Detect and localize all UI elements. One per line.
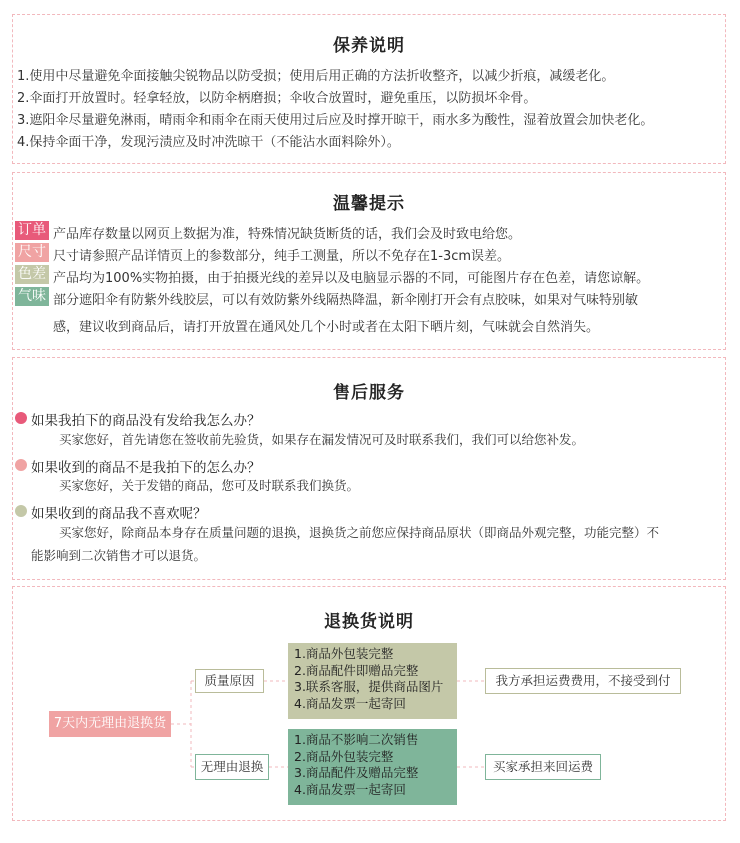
quality-condition-2: 2.商品配件即赠品完整 xyxy=(294,662,419,678)
flow-branch-quality: 质量原因 xyxy=(195,669,264,693)
aftersale-title: 售后服务 xyxy=(333,383,405,403)
tag-color-diff: 色差 xyxy=(15,265,49,284)
care-section xyxy=(12,14,726,164)
tips-title: 温馨提示 xyxy=(333,194,405,214)
returns-section xyxy=(12,586,726,821)
tag-size: 尺寸 xyxy=(15,243,49,262)
faq-answer-3-cont: 能影响到二次销售才可以退货。 xyxy=(31,548,207,563)
bullet-dot-3 xyxy=(15,505,27,517)
faq-answer-3: 买家您好，除商品本身存在质量问题的退换，退换货之前您应保持商品原状（即商品外观完整，功能完整）不 xyxy=(59,525,660,540)
tip-smell-text-cont: 感，建议收到商品后，请打开放置在通风处几个小时或者在太阳下晒片刻，气味就会自然消失。 xyxy=(53,320,600,335)
no-reason-condition-1: 1.商品不影响二次销售 xyxy=(294,732,419,747)
tip-size-text: 尺寸请参照产品详情页上的参数部分，纯手工测量，所以不免存在1-3cm误差。 xyxy=(53,249,511,264)
flow-branch-no-reason: 无理由退换 xyxy=(195,754,269,780)
quality-result: 我方承担运费费用，不接受到付 xyxy=(485,668,681,694)
no-reason-result: 买家承担来回运费 xyxy=(485,754,601,780)
aftersale-section xyxy=(12,357,726,580)
tips-section xyxy=(12,172,726,350)
quality-conditions-list xyxy=(288,643,457,719)
faq-question-2: 如果收到的商品不是我拍下的怎么办？ xyxy=(31,460,261,476)
returns-title: 退换货说明 xyxy=(324,612,414,632)
care-item-3: 3.遮阳伞尽量避免淋雨，晴雨伞和雨伞在雨天使用过后应及时撑开晾干，雨水多为酸性，湿着放置会加快老化。 xyxy=(17,113,654,128)
tip-order-text: 产品库存数量以网页上数据为准，特殊情况缺货断货的话，我们会及时致电给您。 xyxy=(53,227,522,242)
tag-order: 订单 xyxy=(15,221,49,240)
tip-color-text: 产品均为100%实物拍摄，由于拍摄光线的差异以及电脑显示器的不同，可能图片存在色差，请您谅解。 xyxy=(53,271,650,286)
tag-smell: 气味 xyxy=(15,287,49,306)
quality-condition-1: 1.商品外包装完整 xyxy=(294,646,394,661)
no-reason-condition-3: 3.商品配件及赠品完整 xyxy=(294,765,419,780)
no-reason-conditions-list xyxy=(288,729,457,805)
bullet-dot-1 xyxy=(15,412,27,424)
care-item-2: 2.伞面打开放置时。轻拿轻放，以防伞柄磨损；伞收合放置时，避免重压，以防损坏伞骨。 xyxy=(17,91,537,106)
quality-condition-4: 4.商品发票一起寄回 xyxy=(294,695,406,711)
faq-question-3: 如果收到的商品我不喜欢呢？ xyxy=(31,506,207,522)
tip-smell-text: 部分遮阳伞有防紫外线胶层，可以有效防紫外线隔热降温，新伞刚打开会有点胶味，如果对气味特别敏 xyxy=(53,293,639,308)
care-title: 保养说明 xyxy=(333,36,405,56)
faq-answer-2: 买家您好，关于发错的商品，您可及时联系我们换货。 xyxy=(59,478,360,493)
bullet-dot-2 xyxy=(15,459,27,471)
faq-answer-1: 买家您好，首先请您在签收前先验货，如果存在漏发情况可及时联系我们，我们可以给您补发。 xyxy=(59,432,585,447)
quality-condition-3: 3.联系客服，提供商品图片 xyxy=(294,679,444,694)
no-reason-condition-4: 4.商品发票一起寄回 xyxy=(294,781,406,797)
care-item-1: 1.使用中尽量避免伞面接触尖锐物品以防受损；使用后用正确的方法折收整齐，以减少折痕，减缓老化。 xyxy=(17,69,615,84)
faq-question-1: 如果我拍下的商品没有发给我怎么办？ xyxy=(31,413,261,429)
no-reason-condition-2: 2.商品外包装完整 xyxy=(294,748,394,764)
care-item-4: 4.保持伞面干净，发现污渍应及时冲洗晾干（不能沾水面料除外）。 xyxy=(17,135,400,150)
flow-root: 7天内无理由退换货 xyxy=(49,711,171,737)
